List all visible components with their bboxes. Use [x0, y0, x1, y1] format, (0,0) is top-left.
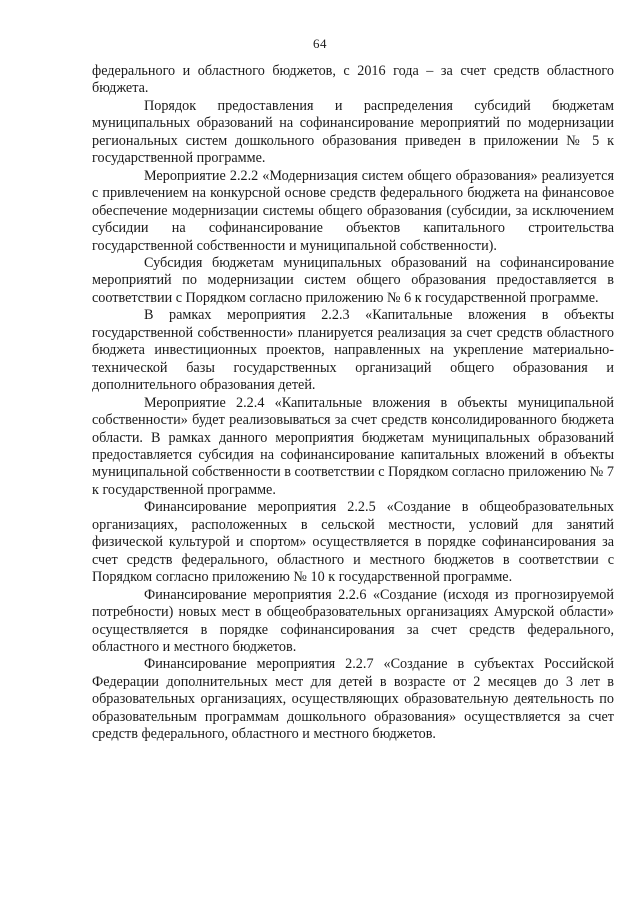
paragraph-continuation: федерального и областного бюджетов, с 2016 года – за счет средств областного бюджета.	[92, 63, 614, 97]
page-number: 64	[313, 36, 327, 51]
paragraph-measure-2-2-5: Финансирование мероприятия 2.2.5 «Создание в общеобразовательных организациях, расположенных в сельской местности, условий для занятий физической культурой и спортом» осуществляется в порядке софинансирования за счет средств федерального, областного и местного бюджетов в соответствии с Порядком согласно приложению № 10 к государственной программе.	[92, 499, 614, 586]
document-body	[92, 63, 614, 744]
paragraph-measure-2-2-4: Мероприятие 2.2.4 «Капитальные вложения в объекты муниципальной собственности» будет реализовываться за счет средств консолидированного бюджета области. В рамках данного мероприятия бюджетам муниципальных образований предоставляется субсидия на софинансирование капитальных вложений в объекты муниципальной собственности в соответствии с Порядком согласно приложению № 7 к государственной программе.	[92, 394, 614, 498]
paragraph-measure-2-2-2: Мероприятие 2.2.2 «Модернизация систем общего образования» реализуется с привлечением на конкурсной основе средств федерального бюджета на финансовое обеспечение модернизации системы общего образования (субсидии, за исключением субсидии на софинансирование объектов капитального строительства государственной собственности и муниципальной собственности).	[92, 167, 614, 254]
paragraph-preschool-subsidy-order: Порядок предоставления и распределения субсидий бюджетам муниципальных образований на софинансирование мероприятий по модернизации региональных систем дошкольного образования приведен в приложении № 5 к государственной программе.	[92, 97, 614, 167]
paragraph-measure-2-2-6: Финансирование мероприятия 2.2.6 «Создание (исходя из прогнозируемой потребности) новых мест в общеобразовательных организациях Амурской области» осуществляется в порядке софинансирования за счет средств федерального, областного и местного бюджетов.	[92, 586, 614, 655]
paragraph-measure-2-2-3: В рамках мероприятия 2.2.3 «Капитальные вложения в объекты государственной собственности» планируется реализация за счет средств областного бюджета инвестиционных проектов, направленных на укрепление материально-технической базы государственных организаций общего образования и дополнительного образования детей.	[92, 307, 614, 394]
paragraph-measure-2-2-7: Финансирование мероприятия 2.2.7 «Создание в субъектах Российской Федерации дополнительных мест для детей в возрасте от 2 месяцев до 3 лет в образовательных организациях, осуществляющих образовательную деятельность по образовательным программам дошкольного образования» осуществляется за счет средств федерального, областного и местного бюджетов.	[92, 656, 614, 743]
paragraph-subsidy-general-education: Субсидия бюджетам муниципальных образований на софинансирование мероприятий по модернизации систем общего образования предоставляется в соответствии с Порядком согласно приложению № 6 к государственной программе.	[92, 254, 614, 306]
